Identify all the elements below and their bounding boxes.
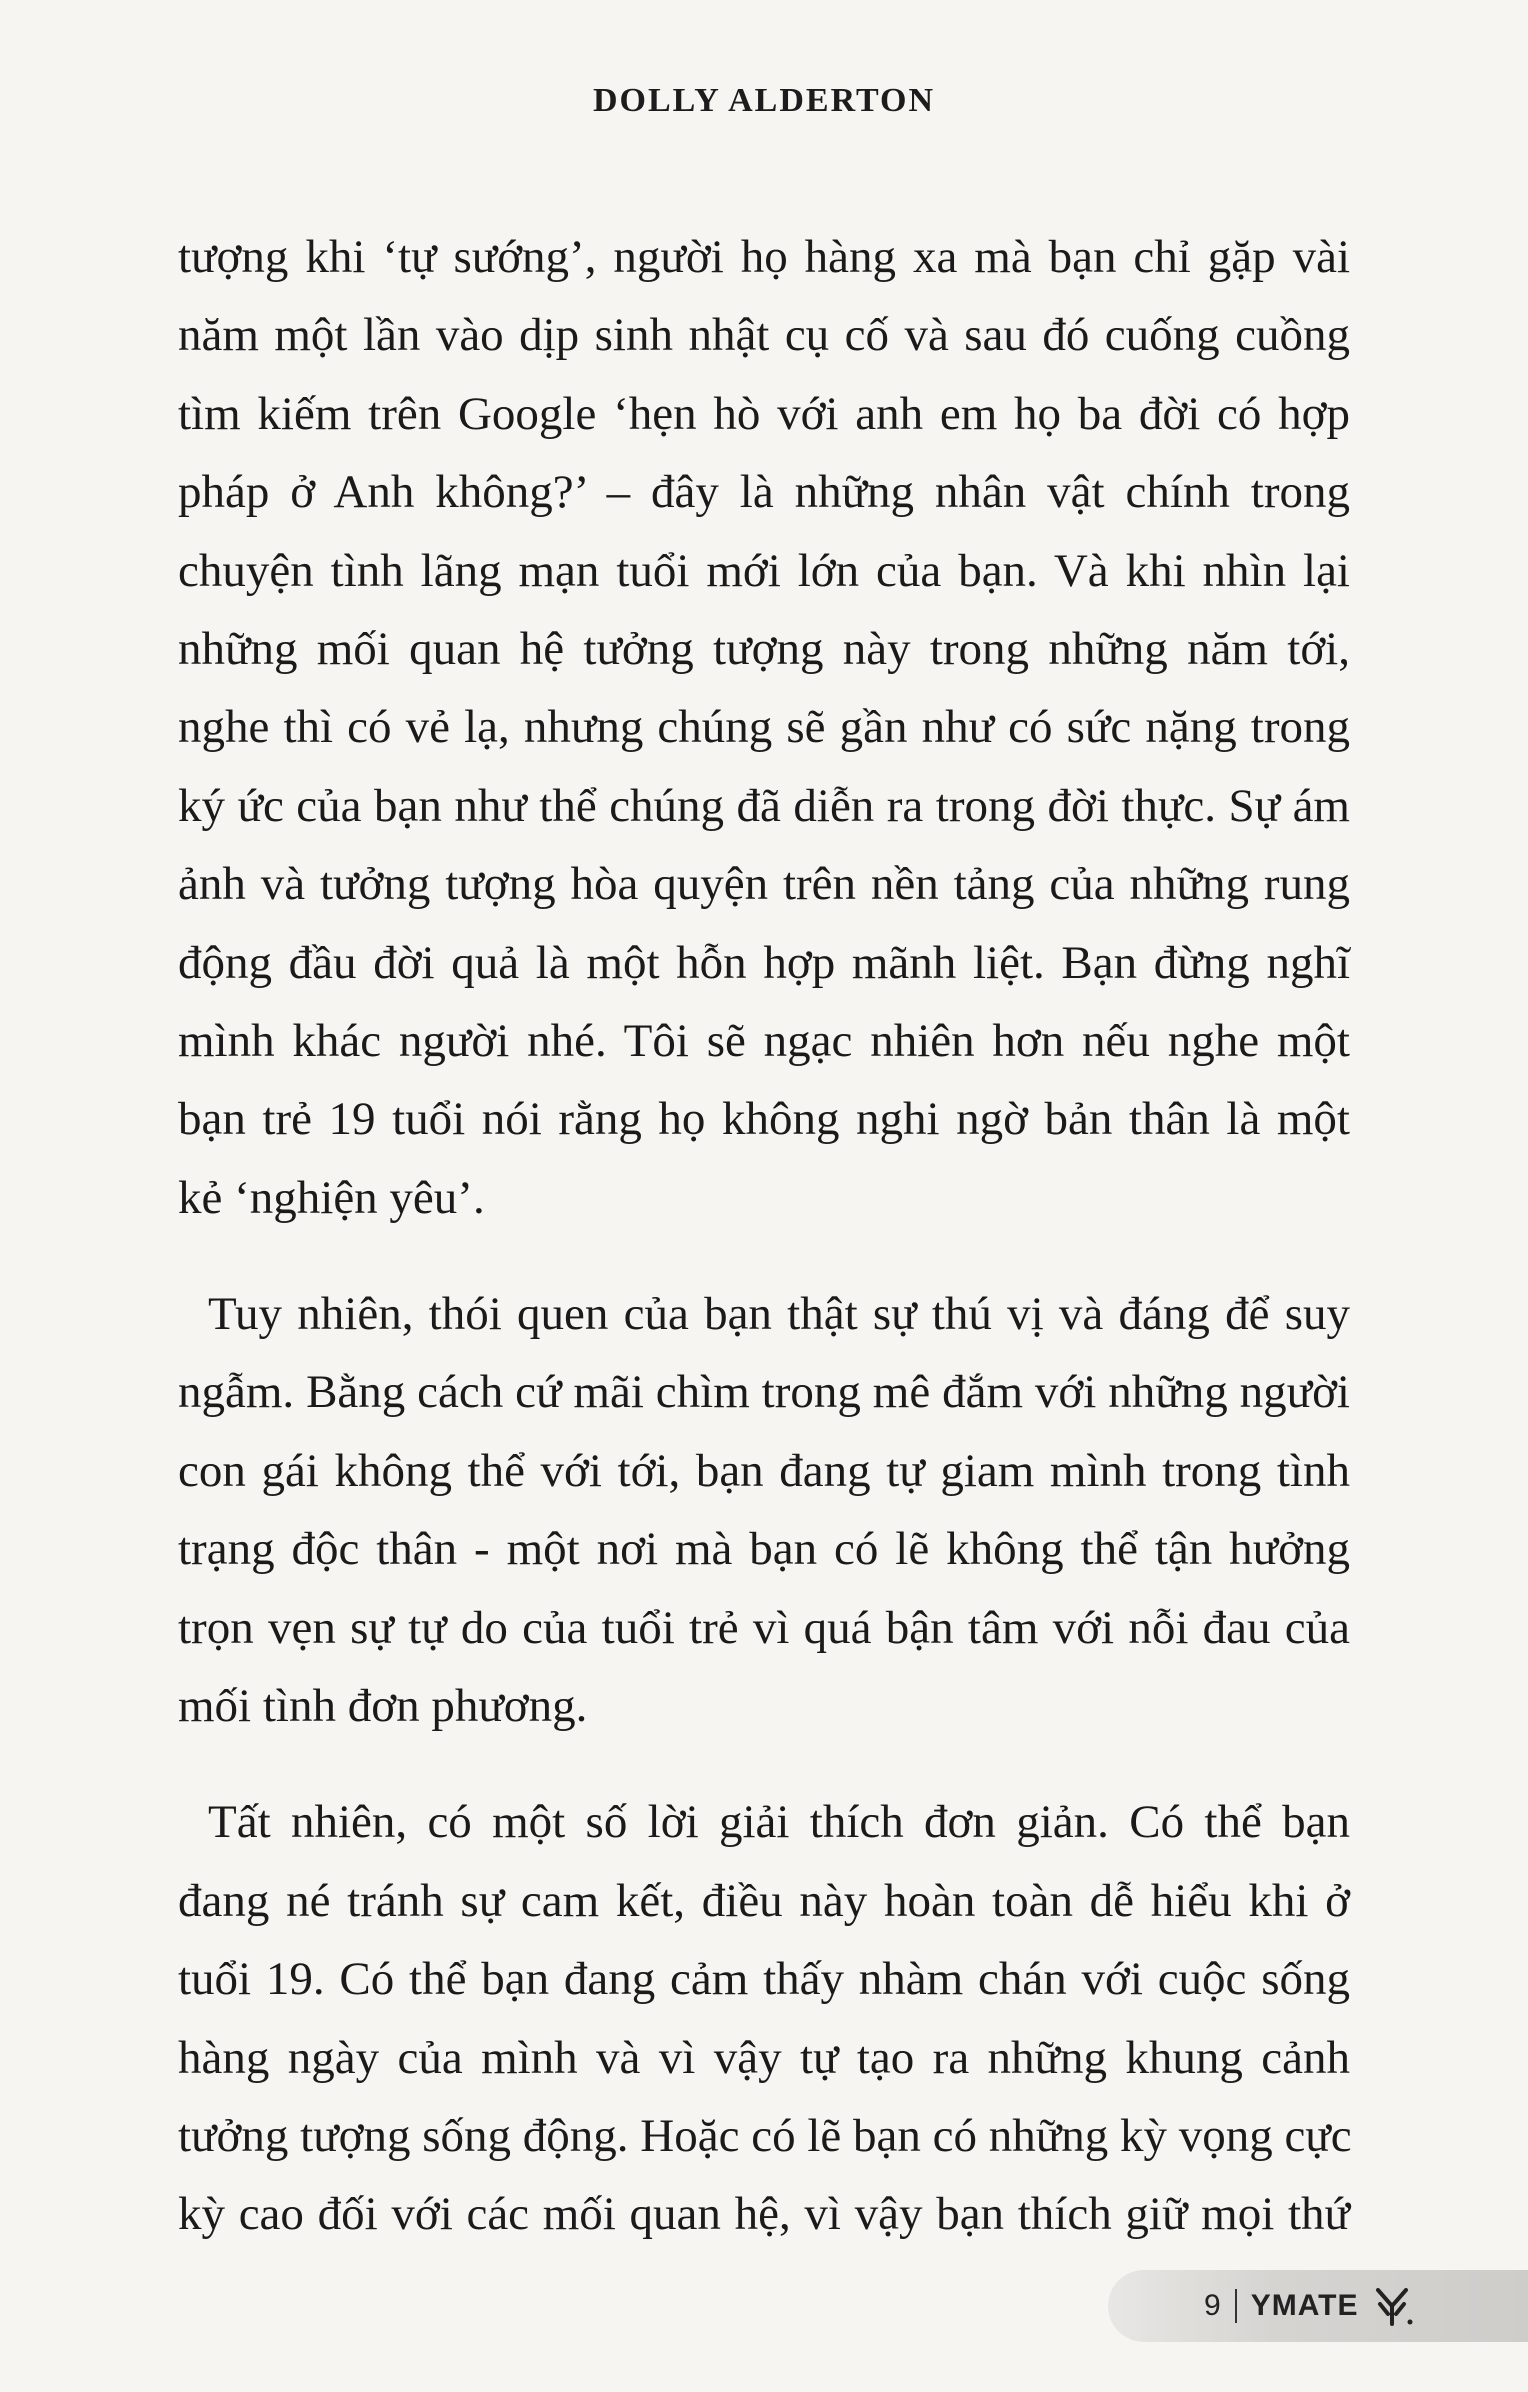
- text-line: ảnh và tưởng tượng hòa quyện trên nền tảng của những rung: [178, 858, 1350, 911]
- text-line: kẻ ‘nghiện yêu’.: [178, 1171, 485, 1224]
- text-line: những mối quan hệ tưởng tượng này trong những năm tới,: [178, 622, 1350, 675]
- text-line: tuổi 19. Có thể bạn đang cảm thấy nhàm chán với cuộc sống: [178, 1953, 1350, 2006]
- text-line: năm một lần vào dịp sinh nhật cụ cố và sau đó cuống cuồng: [178, 309, 1350, 362]
- ymate-logo-icon: [1370, 2284, 1414, 2328]
- text-line: nghe thì có vẻ lạ, nhưng chúng sẽ gần như có sức nặng trong: [178, 701, 1350, 754]
- body-text: [178, 218, 1350, 2254]
- text-line: tưởng tượng sống động. Hoặc có lẽ bạn có những kỳ vọng cực: [178, 2109, 1352, 2162]
- text-line: đang né tránh sự cam kết, điều này hoàn toàn dễ hiểu khi ở: [178, 1874, 1350, 1927]
- text-line: Tuy nhiên, thói quen của bạn thật sự thú vị và đáng để suy: [208, 1288, 1350, 1341]
- text-line: ký ức của bạn như thể chúng đã diễn ra trong đời thực. Sự ám: [178, 779, 1350, 832]
- text-line: tìm kiếm trên Google ‘hẹn hò với anh em họ ba đời có hợp: [178, 387, 1350, 440]
- page-number: 9: [1204, 2289, 1221, 2322]
- running-head-author: DOLLY ALDERTON: [592, 82, 936, 119]
- text-line: mình khác người nhé. Tôi sẽ ngạc nhiên hơn nếu nghe một: [178, 1014, 1350, 1067]
- text-line: chuyện tình lãng mạn tuổi mới lớn của bạn. Và khi nhìn lại: [178, 544, 1350, 597]
- text-line: ngẫm. Bằng cách cứ mãi chìm trong mê đắm với những người: [178, 1366, 1350, 1419]
- text-line: mối tình đơn phương.: [178, 1680, 588, 1733]
- brand-name: YMATE: [1250, 2289, 1359, 2322]
- text-line: trọn vẹn sự tự do của tuổi trẻ vì quá bận tâm với nỗi đau của: [178, 1601, 1350, 1654]
- text-line: bạn trẻ 19 tuổi nói rằng họ không nghi ngờ bản thân là một: [178, 1093, 1350, 1146]
- text-line: con gái không thể với tới, bạn đang tự giam mình trong tình: [178, 1444, 1350, 1497]
- text-line: Tất nhiên, có một số lời giải thích đơn giản. Có thể bạn: [208, 1796, 1350, 1849]
- text-line: pháp ở Anh không?’ – đây là những nhân vật chính trong: [178, 466, 1350, 519]
- text-line: tượng khi ‘tự sướng’, người họ hàng xa mà bạn chỉ gặp vài: [178, 231, 1350, 283]
- text-line: trạng độc thân - một nơi mà bạn có lẽ không thể tận hưởng: [178, 1523, 1350, 1576]
- page-footer: [1108, 2270, 1528, 2342]
- text-line: động đầu đời quả là một hỗn hợp mãnh liệt. Bạn đừng nghĩ: [178, 936, 1350, 989]
- text-line: hàng ngày của mình và vì vậy tự tạo ra những khung cảnh: [178, 2031, 1350, 2084]
- footer-divider: [1235, 2289, 1237, 2323]
- text-line: kỳ cao đối với các mối quan hệ, vì vậy bạn thích giữ mọi thứ: [178, 2188, 1350, 2241]
